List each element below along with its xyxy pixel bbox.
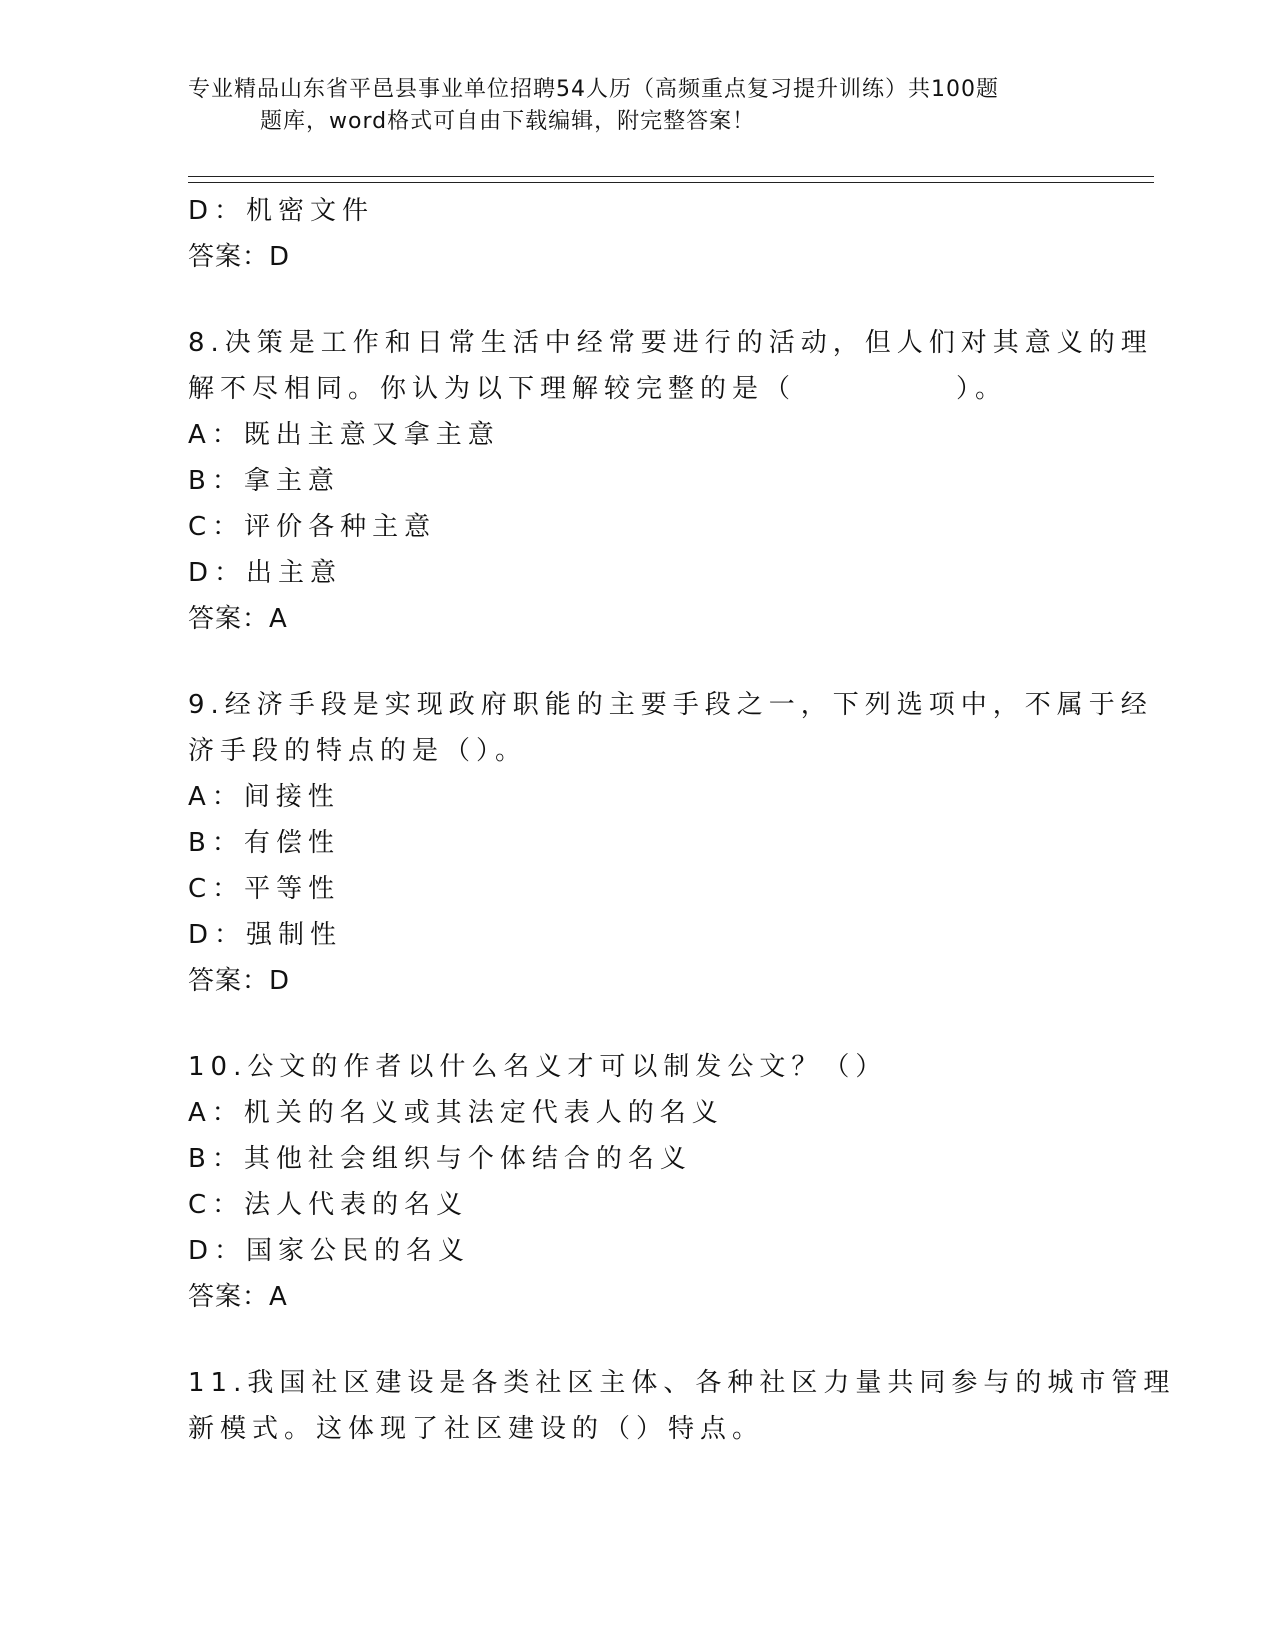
header-rule-top (188, 176, 1154, 177)
header-title-line2: 题库，word格式可自由下载编辑，附完整答案！ (260, 109, 756, 134)
page-header (188, 74, 1088, 138)
answer-line: 答案：A (188, 1282, 288, 1312)
question-9 (188, 682, 1153, 1004)
question-text-line: 9.经济手段是实现政府职能的主要手段之一，下列选项中，不属于经 (188, 690, 1153, 720)
question-text-line: 10.公文的作者以什么名义才可以制发公文？（） (188, 1052, 888, 1082)
header-title-line1: 专业精品山东省平邑县事业单位招聘54人历（高频重点复习提升训练）共100题 (188, 77, 999, 102)
option-d: D：强制性 (188, 920, 343, 950)
answer-line: 答案：D (188, 242, 291, 272)
question-text-line: 济手段的特点的是（）。 (188, 736, 528, 766)
question-text-line: 新模式。这体现了社区建设的（）特点。 (188, 1414, 765, 1444)
previous-question-tail (188, 188, 1088, 280)
question-10 (188, 1044, 1088, 1320)
option-a: A：机关的名义或其法定代表人的名义 (188, 1098, 724, 1128)
question-text-line: 8.决策是工作和日常生活中经常要进行的活动，但人们对其意义的理 (188, 328, 1153, 358)
question-8 (188, 320, 1153, 642)
option-b: B：拿主意 (188, 466, 340, 496)
option-c: C：法人代表的名义 (188, 1190, 469, 1220)
option-b: B：有偿性 (188, 828, 340, 858)
option-d: D：机密文件 (188, 196, 375, 226)
question-text-line: 解不尽相同。你认为以下理解较完整的是（ ）。 (188, 374, 1008, 404)
option-a: A：既出主意又拿主意 (188, 420, 500, 450)
option-d: D：出主意 (188, 558, 343, 588)
question-11 (188, 1360, 1176, 1452)
header-rule-bottom (188, 182, 1154, 183)
option-a: A：间接性 (188, 782, 340, 812)
answer-line: 答案：D (188, 966, 291, 996)
option-c: C：评价各种主意 (188, 512, 437, 542)
question-text-line: 11.我国社区建设是各类社区主体、各种社区力量共同参与的城市管理 (188, 1368, 1176, 1398)
option-d: D：国家公民的名义 (188, 1236, 471, 1266)
answer-line: 答案：A (188, 604, 288, 634)
option-b: B：其他社会组织与个体结合的名义 (188, 1144, 692, 1174)
option-c: C：平等性 (188, 874, 341, 904)
question-content (188, 188, 1176, 1452)
